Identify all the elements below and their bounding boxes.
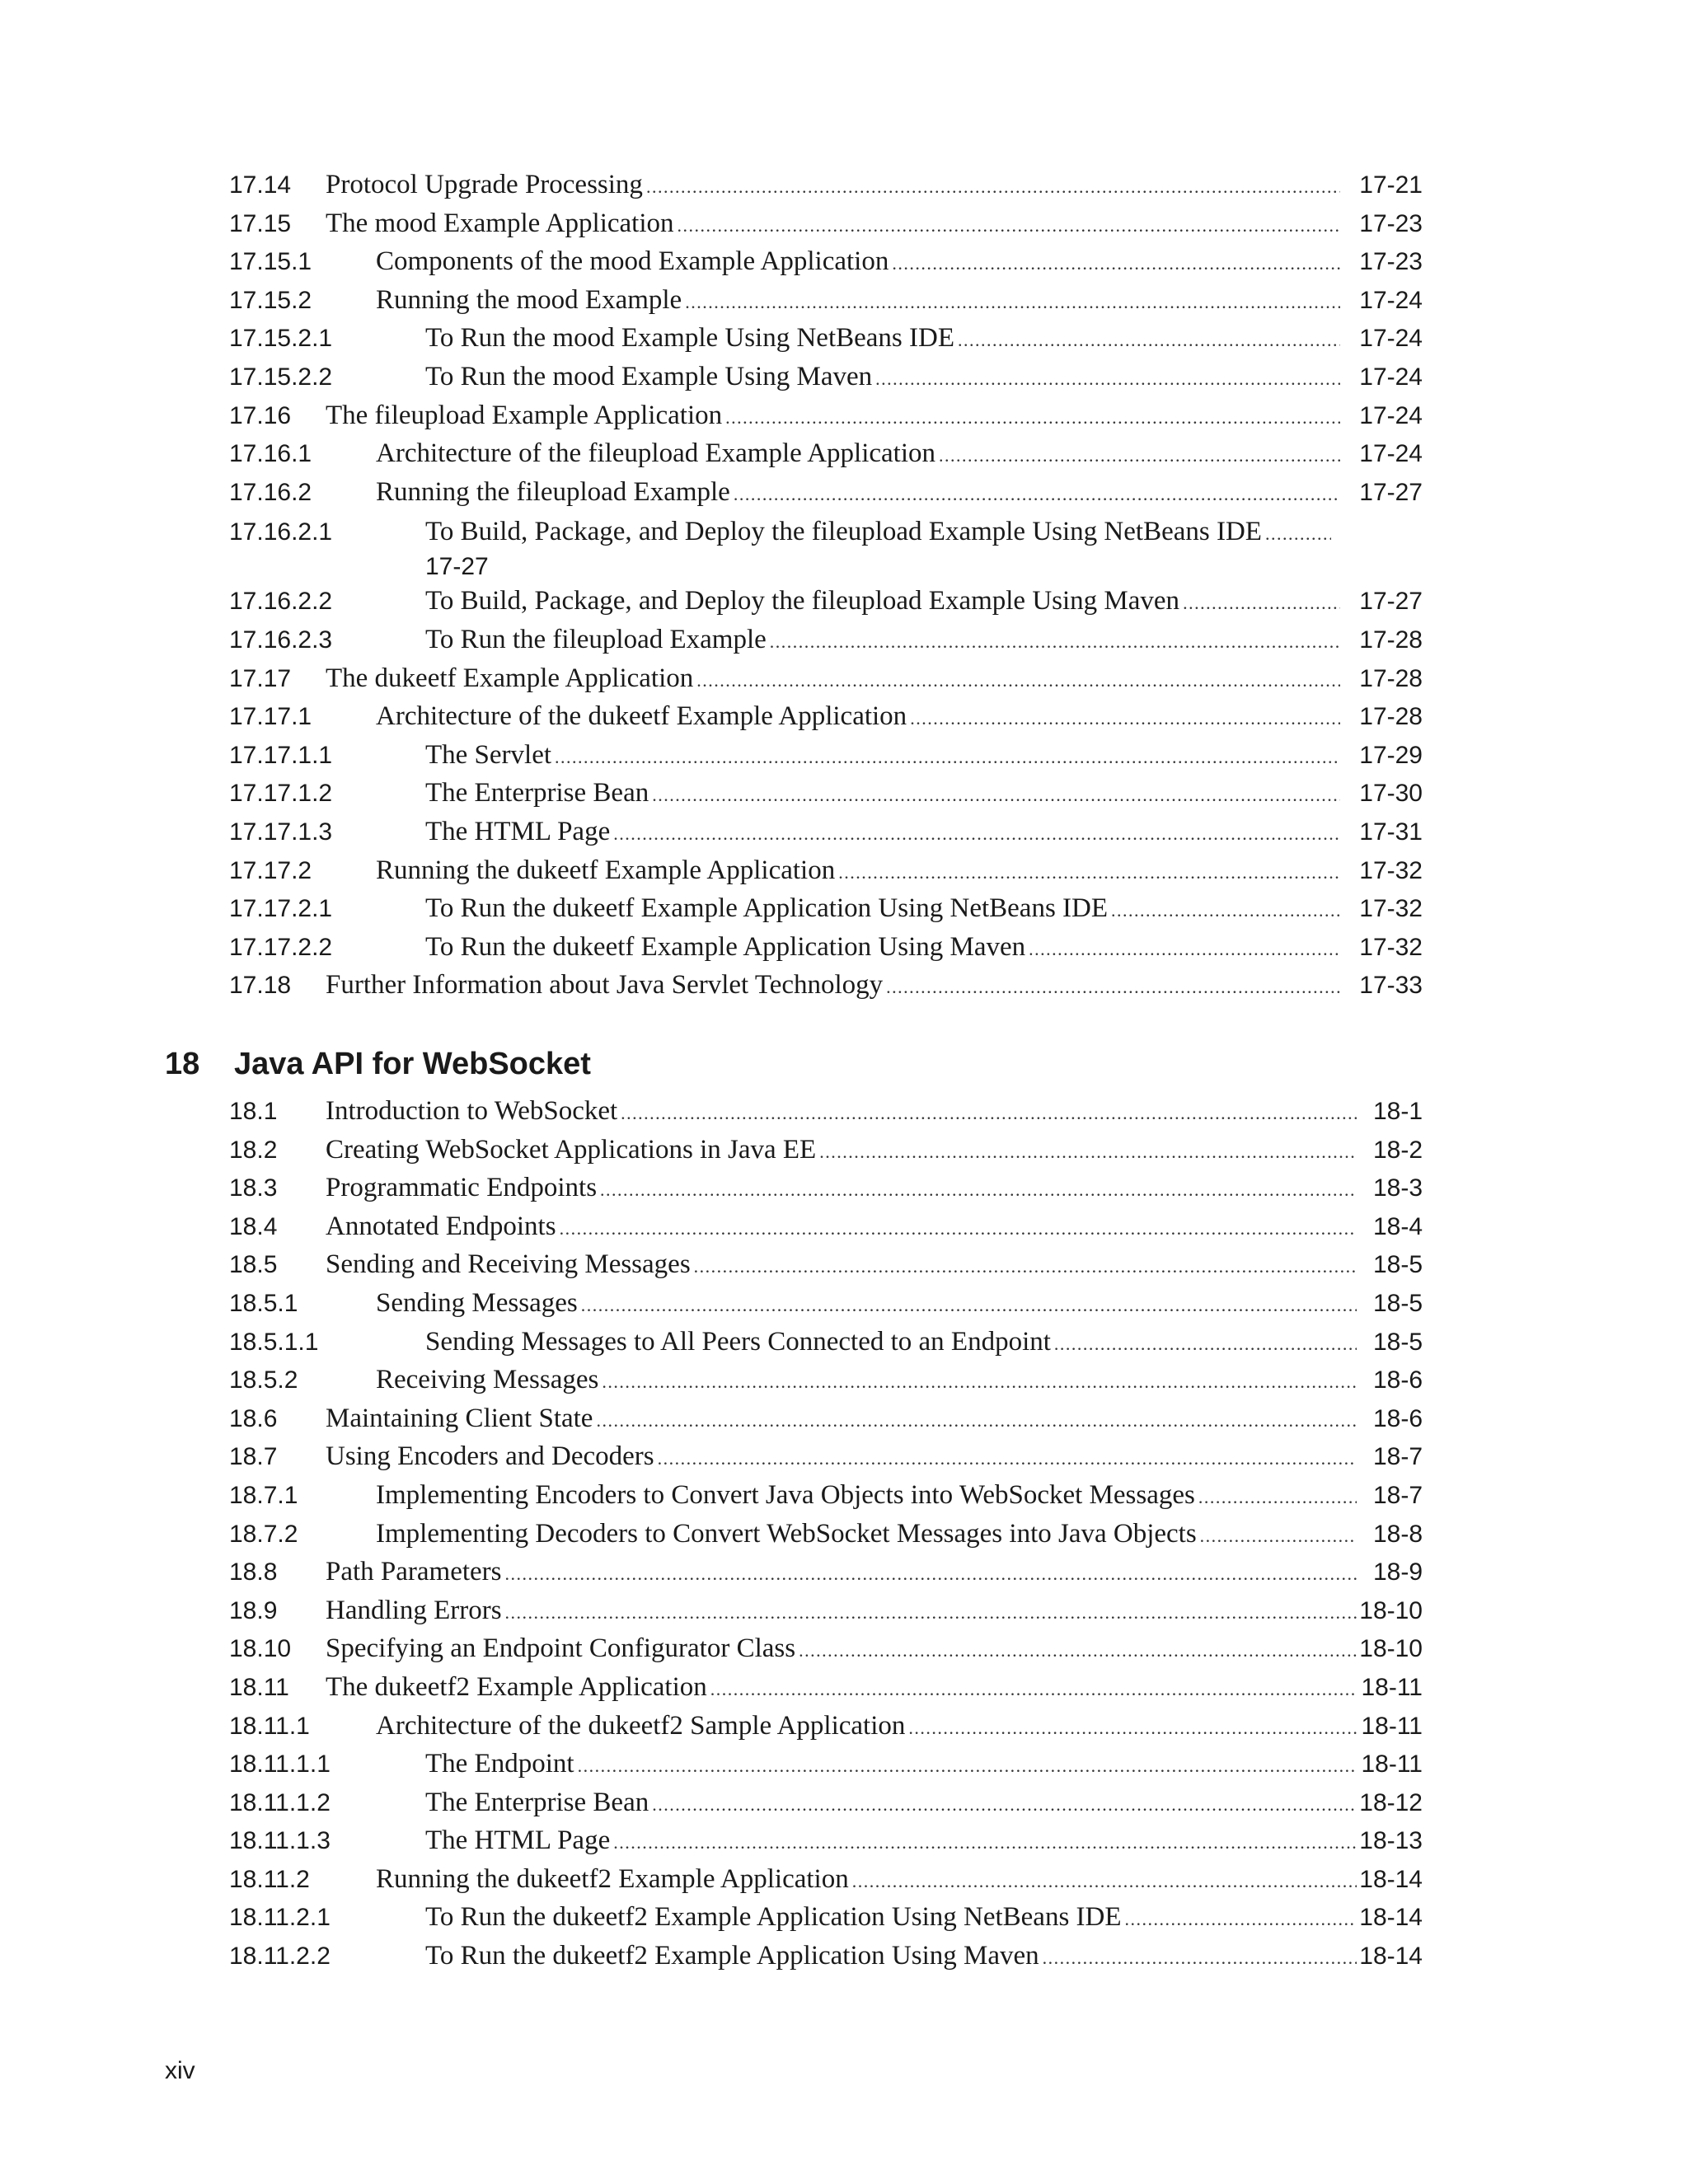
toc-entry[interactable] (229, 970, 1423, 1009)
leader-dots (1198, 1487, 1357, 1508)
toc-entry[interactable] (229, 170, 1423, 209)
toc-entry-page[interactable]: 17-24 (1359, 440, 1423, 468)
leader-dots (678, 215, 1341, 237)
toc-entry-title[interactable]: Creating WebSocket Applications in Java EE (326, 1134, 817, 1165)
toc-entry-number: 18.4 (229, 1212, 278, 1240)
toc-entry-page[interactable]: 17-27 (1359, 588, 1423, 616)
toc-entry-page[interactable]: 17-21 (1359, 171, 1423, 199)
toc-entry[interactable] (229, 1480, 1423, 1519)
toc-entry-title[interactable]: Running the dukeetf2 Example Application (376, 1863, 849, 1894)
toc-entry[interactable] (229, 246, 1423, 285)
toc-entry-number: 18.11.1.1 (229, 1750, 331, 1779)
leader-dots (799, 1640, 1357, 1661)
toc-entry-title[interactable]: Components of the mood Example Application (376, 246, 889, 277)
leader-dots (652, 1794, 1357, 1816)
toc-entry[interactable] (229, 1249, 1423, 1288)
toc-entry-page[interactable]: 17-32 (1359, 856, 1423, 884)
toc-entry-title[interactable]: Using Encoders and Decoders (326, 1441, 654, 1472)
toc-entry-title[interactable]: The HTML Page (425, 816, 611, 846)
toc-entry-page[interactable]: 17-24 (1359, 363, 1423, 391)
toc-entry-page[interactable]: 17-24 (1359, 286, 1423, 314)
leader-dots (505, 1563, 1357, 1585)
leader-dots (939, 445, 1340, 466)
toc-entry[interactable] (229, 209, 1423, 247)
toc-entry-title[interactable]: The fileupload Example Application (326, 400, 723, 430)
leader-dots (694, 1256, 1357, 1277)
toc-entry-page[interactable]: 17-23 (1359, 209, 1423, 237)
toc-entry-title[interactable]: Introduction to WebSocket (326, 1096, 618, 1126)
leader-dots (581, 1295, 1357, 1316)
toc-entry[interactable] (229, 285, 1423, 324)
leader-dots (1265, 518, 1331, 551)
toc-entry[interactable] (229, 1633, 1423, 1672)
toc-entry-page[interactable]: 18-13 (1359, 1827, 1423, 1855)
toc-entry-title[interactable]: Maintaining Client State (326, 1403, 593, 1433)
toc-entry-title[interactable]: The dukeetf2 Example Application (326, 1671, 707, 1702)
toc-entry[interactable] (229, 515, 1423, 586)
toc-entry[interactable] (229, 932, 1423, 971)
toc-entry-number: 17.16.1 (229, 440, 312, 468)
leader-dots (910, 708, 1340, 729)
toc-entry[interactable] (229, 817, 1423, 855)
toc-entry-number: 18.11.1 (229, 1712, 310, 1740)
toc-entry-page[interactable]: 17-30 (1359, 780, 1423, 808)
toc-entry[interactable] (229, 1902, 1423, 1941)
toc-entry-number: 17.15.1 (229, 248, 312, 276)
leader-dots (621, 1103, 1357, 1124)
toc-entry-number: 17.15 (229, 209, 292, 237)
leader-dots (560, 1218, 1357, 1240)
toc-entry-number: 17.17.1.2 (229, 780, 333, 808)
toc-entry-page[interactable]: 17-28 (1359, 626, 1423, 654)
toc-entry-title[interactable]: Architecture of the fileupload Example Application (376, 438, 936, 469)
toc-entry-title[interactable]: To Build, Package, and Deploy the fileupload Example Using NetBeans IDE (425, 517, 1262, 547)
toc-entry-page[interactable]: 17-31 (1359, 818, 1423, 846)
toc-entry-number: 18.6 (229, 1404, 278, 1432)
toc-entry-page[interactable]: 18-8 (1372, 1520, 1423, 1548)
toc-entry-number: 17.17.1 (229, 703, 312, 731)
toc-entry[interactable] (229, 1404, 1423, 1442)
toc-entry-title[interactable]: Programmatic Endpoints (326, 1173, 598, 1203)
toc-entry-number: 17.15.2 (229, 286, 312, 314)
toc-entry-page[interactable]: 17-24 (1359, 325, 1423, 353)
toc-chapter-17-continued (229, 170, 1423, 1009)
toc-entry-title[interactable]: Running the fileupload Example (376, 476, 730, 507)
toc-entry-title[interactable]: Specifying an Endpoint Configurator Class (326, 1633, 796, 1664)
toc-entry-number: 18.2 (229, 1136, 278, 1164)
leader-dots (1183, 593, 1340, 614)
leader-dots (685, 292, 1340, 313)
toc-entry[interactable] (229, 477, 1423, 516)
toc-entry[interactable] (229, 778, 1423, 817)
toc-entry-title[interactable]: Architecture of the dukeetf2 Sample Application (376, 1710, 906, 1741)
toc-entry[interactable] (229, 740, 1423, 779)
toc-entry-title[interactable]: Further Information about Java Servlet Technology (326, 970, 884, 1001)
leader-dots (596, 1410, 1357, 1432)
leader-dots (725, 407, 1340, 429)
toc-entry-number: 18.5.1 (229, 1289, 298, 1317)
toc-entry-number: 17.17.1.3 (229, 818, 333, 846)
toc-entry-page[interactable]: 17-29 (1359, 741, 1423, 769)
toc-entry-number: 18.11 (229, 1673, 289, 1701)
toc-entry[interactable] (229, 1864, 1423, 1903)
toc-entry-number: 18.11.2 (229, 1865, 310, 1893)
toc-entry-number: 17.16.2.2 (229, 588, 333, 616)
toc-entry-title[interactable]: To Run the dukeetf2 Example Application Using Maven (425, 1941, 1039, 1971)
leader-dots (652, 785, 1340, 806)
leader-dots (602, 1371, 1357, 1393)
toc-entry-page[interactable]: 18-14 (1359, 1865, 1423, 1893)
toc-entry[interactable] (229, 855, 1423, 894)
leader-dots (734, 484, 1340, 505)
toc-entry-title[interactable]: Implementing Decoders to Convert WebSocket Messages into Java Objects (376, 1518, 1197, 1549)
toc-entry-title[interactable]: Path Parameters (326, 1557, 502, 1587)
toc-entry-title[interactable]: Receiving Messages (376, 1365, 599, 1395)
toc-entry[interactable] (229, 701, 1423, 740)
page-number: xiv (165, 2057, 195, 2084)
toc-entry[interactable] (229, 323, 1423, 362)
toc-entry-title[interactable]: Implementing Encoders to Convert Java Objects into WebSocket Messages (376, 1479, 1195, 1510)
toc-entry-title[interactable]: To Run the dukeetf2 Example Application Using NetBeans IDE (425, 1902, 1122, 1933)
leader-dots (600, 1179, 1357, 1201)
toc-entry[interactable] (229, 1096, 1423, 1135)
toc-entry-number: 18.11.2.2 (229, 1943, 331, 1971)
toc-entry-page[interactable]: 17-28 (1359, 703, 1423, 731)
toc-entry[interactable] (229, 401, 1423, 439)
toc-entry-number: 17.17.2.1 (229, 895, 333, 923)
toc-entry[interactable] (229, 663, 1423, 702)
toc-chapter-18 (229, 1096, 1423, 1980)
toc-entry-title[interactable]: Annotated Endpoints (326, 1211, 556, 1241)
toc-entry-title[interactable]: The mood Example Application (326, 208, 674, 238)
toc-entry-page[interactable]: 17-32 (1359, 895, 1423, 923)
toc-entry-page[interactable]: 17-32 (1359, 933, 1423, 961)
toc-entry-title[interactable]: To Build, Package, and Deploy the fileupload Example Using Maven (425, 586, 1180, 616)
leader-dots (1111, 900, 1340, 921)
toc-entry-page[interactable]: 18-4 (1372, 1212, 1423, 1240)
toc-entry[interactable] (229, 1941, 1423, 1980)
toc-entry[interactable] (229, 1519, 1423, 1558)
toc-entry-number: 18.5.2 (229, 1366, 298, 1394)
toc-entry-number: 17.16.2 (229, 478, 312, 506)
toc-entry-title[interactable]: The HTML Page (425, 1825, 611, 1856)
toc-entry-title[interactable]: The Enterprise Bean (425, 1787, 649, 1817)
toc-entry[interactable] (229, 1596, 1423, 1634)
toc-entry-number: 18.8 (229, 1558, 278, 1586)
toc-entry-page[interactable]: 17-24 (1359, 401, 1423, 429)
toc-entry-title[interactable]: To Run the dukeetf Example Application Using Maven (425, 931, 1026, 962)
toc-entry[interactable] (229, 1749, 1423, 1788)
leader-dots (613, 823, 1340, 845)
leader-dots (710, 1679, 1357, 1700)
chapter-heading (165, 1047, 591, 1082)
leader-dots (658, 1448, 1357, 1469)
toc-entry-page[interactable]: 18-12 (1359, 1788, 1423, 1816)
leader-dots (852, 1871, 1357, 1892)
toc-entry-title[interactable]: Sending Messages (376, 1287, 578, 1318)
toc-entry[interactable] (229, 893, 1423, 932)
toc-entry-title[interactable]: The Endpoint (425, 1749, 574, 1779)
leader-dots (1029, 939, 1340, 960)
toc-entry-title[interactable]: Sending Messages to All Peers Connected to an Endpoint (425, 1326, 1051, 1357)
toc-entry-page[interactable]: 18-7 (1372, 1443, 1423, 1471)
toc-entry-title[interactable]: To Run the mood Example Using Maven (425, 361, 873, 391)
toc-entry-page[interactable]: 18-9 (1372, 1558, 1423, 1586)
leader-dots (578, 1755, 1357, 1777)
leader-dots (819, 1141, 1357, 1163)
leader-dots (838, 862, 1340, 883)
toc-entry-title[interactable]: The Servlet (425, 739, 552, 770)
toc-entry-page[interactable]: 17-27 (1359, 478, 1423, 506)
toc-entry-number: 18.11.1.3 (229, 1827, 331, 1855)
toc-entry[interactable] (229, 1711, 1423, 1750)
toc-entry[interactable] (229, 586, 1423, 625)
toc-entry-number: 18.7.2 (229, 1520, 298, 1548)
toc-entry-page[interactable]: 18-11 (1361, 1673, 1423, 1701)
toc-entry-title[interactable]: To Run the mood Example Using NetBeans IDE (425, 323, 955, 354)
leader-dots (875, 368, 1340, 390)
toc-entry-title[interactable]: Architecture of the dukeetf Example Application (376, 701, 907, 732)
toc-entry[interactable] (229, 1825, 1423, 1864)
toc-entry-page[interactable]: 18-10 (1359, 1596, 1423, 1624)
toc-entry-page[interactable]: 17-23 (1359, 248, 1423, 276)
leader-dots (770, 631, 1340, 653)
toc-entry-title[interactable]: To Run the dukeetf Example Application Using NetBeans IDE (425, 893, 1109, 924)
leader-dots (555, 747, 1340, 768)
leader-dots (646, 176, 1340, 198)
leader-dots (1054, 1333, 1357, 1355)
toc-entry-page[interactable]: 18-11 (1361, 1750, 1423, 1779)
toc-entry-number: 18.11.1.2 (229, 1788, 331, 1816)
toc-entry-title[interactable]: Running the dukeetf Example Application (376, 855, 836, 885)
toc-entry[interactable] (229, 1365, 1423, 1404)
leader-dots (908, 1718, 1357, 1739)
chapter-title: Java API for WebSocket (234, 1047, 591, 1081)
toc-entry-page[interactable]: 17-28 (1359, 664, 1423, 692)
toc-entry-number: 17.16.2.1 (229, 518, 333, 546)
toc-entry-number: 18.3 (229, 1174, 278, 1202)
toc-entry[interactable] (229, 1441, 1423, 1480)
leader-dots (505, 1602, 1357, 1624)
toc-entry-page[interactable]: 18-6 (1372, 1404, 1423, 1432)
leader-dots (1125, 1909, 1357, 1930)
toc-entry-number: 18.9 (229, 1596, 278, 1624)
toc-entry-number: 17.18 (229, 972, 292, 1000)
toc-entry-title[interactable]: Handling Errors (326, 1595, 502, 1625)
toc-entry-title[interactable]: Sending and Receiving Messages (326, 1249, 691, 1280)
toc-entry-number: 18.1 (229, 1098, 278, 1125)
toc-entry-title[interactable]: The Enterprise Bean (425, 778, 649, 808)
toc-entry[interactable] (229, 625, 1423, 663)
toc-entry[interactable] (229, 1557, 1423, 1596)
toc-entry-number: 17.17.2.2 (229, 933, 333, 961)
chapter-number: 18 (165, 1047, 200, 1081)
toc-entry-number: 18.7.1 (229, 1481, 298, 1509)
toc-entry[interactable] (229, 1135, 1423, 1174)
leader-dots (958, 330, 1340, 351)
toc-entry-number: 18.10 (229, 1635, 292, 1663)
toc-entry-page[interactable]: 18-14 (1359, 1943, 1423, 1971)
toc-entry-number: 17.17 (229, 664, 292, 692)
leader-dots (696, 670, 1340, 691)
toc-entry[interactable] (229, 1173, 1423, 1212)
toc-entry-number: 17.16 (229, 401, 292, 429)
leader-dots (1043, 1947, 1357, 1969)
toc-entry-title[interactable]: Protocol Upgrade Processing (326, 170, 643, 199)
leader-dots (1200, 1526, 1357, 1547)
toc-entry-page[interactable]: 17-33 (1359, 972, 1423, 1000)
leader-dots (892, 253, 1340, 274)
toc-entry[interactable] (229, 1212, 1423, 1250)
toc-entry[interactable] (229, 1788, 1423, 1826)
toc-entry-number: 18.5.1.1 (229, 1328, 319, 1356)
toc-entry-page[interactable]: 18-7 (1372, 1481, 1423, 1509)
toc-entry[interactable] (229, 438, 1423, 477)
toc-entry-page[interactable]: 18-11 (1361, 1712, 1423, 1740)
toc-entry-number: 18.11.2.1 (229, 1904, 331, 1932)
toc-entry-number: 17.14 (229, 171, 292, 199)
toc-entry[interactable] (229, 1672, 1423, 1711)
toc-entry-page[interactable]: 18-1 (1372, 1098, 1423, 1125)
leader-dots (613, 1832, 1357, 1854)
toc-entry-page[interactable]: 18-14 (1359, 1904, 1423, 1932)
toc-entry[interactable] (229, 1327, 1423, 1366)
toc-entry[interactable] (229, 362, 1423, 401)
toc-entry-title[interactable]: Running the mood Example (376, 284, 682, 315)
toc-entry-number: 17.15.2.1 (229, 325, 333, 353)
toc-entry-number: 17.17.1.1 (229, 741, 333, 769)
leader-dots (886, 977, 1340, 998)
toc-entry-number: 18.5 (229, 1251, 278, 1279)
toc-entry-number: 17.16.2.3 (229, 626, 333, 654)
toc-entry-page[interactable]: 18-5 (1372, 1328, 1423, 1356)
toc-entry-number: 18.7 (229, 1443, 278, 1471)
toc-entry-page[interactable]: 18-3 (1372, 1174, 1423, 1202)
toc-entry-page[interactable]: 18-5 (1372, 1251, 1423, 1279)
toc-entry-page[interactable]: 17-27 (425, 553, 489, 581)
toc-entry[interactable] (229, 1288, 1423, 1327)
toc-entry-number: 17.17.2 (229, 856, 312, 884)
toc-entry-number: 17.15.2.2 (229, 363, 333, 391)
toc-entry-page[interactable]: 18-2 (1372, 1136, 1423, 1164)
toc-entry-title[interactable]: The dukeetf Example Application (326, 663, 694, 693)
toc-entry-title[interactable]: To Run the fileupload Example (425, 624, 767, 654)
toc-entry-page[interactable]: 18-10 (1359, 1635, 1423, 1663)
toc-entry-page[interactable]: 18-6 (1372, 1366, 1423, 1394)
toc-entry-page[interactable]: 18-5 (1372, 1289, 1423, 1317)
